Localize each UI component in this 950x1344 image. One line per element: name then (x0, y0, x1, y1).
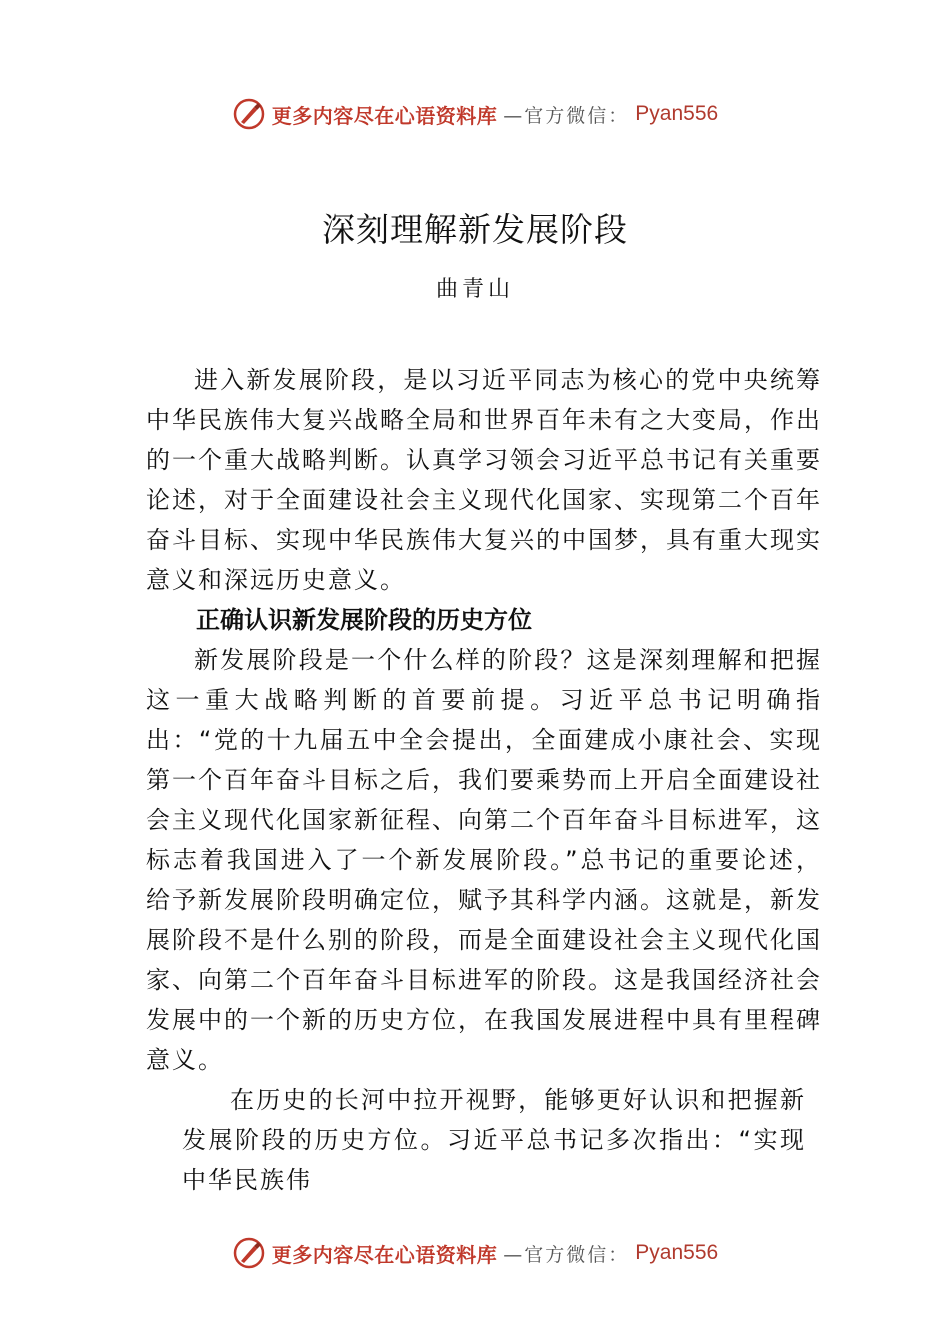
pen-circle-logo-icon (232, 1236, 266, 1270)
section-paragraph-1: 新发展阶段是一个什么样的阶段？这是深刻理解和把握这一重大战略判断的首要前提。习近平总书记明确指出：“党的十九届五中全会提出，全面建成小康社会、实现第一个百年奋斗目标之后，我们要乘势而上开启全面建设社会主义现代化国家新征程、向第二个百年奋斗目标进军，这标志着我国进入了一个新发展阶段。”总书记的重要论述，给予新发展阶段明确定位，赋予其科学内涵。这就是，新发展阶段不是什么别的阶段，而是全面建设社会主义现代化国家、向第二个百年奋斗目标进军的阶段。这是我国经济社会发展中的一个新的历史方位，在我国发展进程中具有里程碑意义。 (146, 646, 822, 1074)
footer-wechat-id: Pyan556 (635, 1241, 719, 1264)
article-author: 曲青山 (435, 277, 514, 302)
header-wechat-id: Pyan556 (635, 102, 719, 125)
header-brand-text: 更多内容尽在心语资料库 (271, 103, 498, 128)
intro-paragraph: 进入新发展阶段，是以习近平同志为核心的党中央统筹中华民族伟大复兴战略全局和世界百年未有之大变局，作出的一个重大战略判断。认真学习领会习近平总书记有关重要论述，对于全面建设社会主义现代化国家、实现第二个百年奋斗目标、实现中华民族伟大复兴的中国梦，具有重大现实意义和深远历史意义。 (146, 366, 822, 594)
section-paragraph-2: 在历史的长河中拉开视野，能够更好认识和把握新发展阶段的历史方位。习近平总书记多次指出：“实现中华民族伟 (182, 1086, 806, 1194)
header-banner (0, 94, 950, 134)
section-heading: 正确认识新发展阶段的历史方位 (196, 606, 532, 634)
pen-circle-logo-icon (232, 97, 266, 131)
footer-brand-text: 更多内容尽在心语资料库 (271, 1242, 498, 1267)
article-body (146, 360, 822, 1200)
footer-banner (0, 1233, 950, 1273)
article-title: 深刻理解新发展阶段 (322, 210, 628, 249)
header-separator-text: —官方微信： (503, 104, 630, 127)
footer-separator-text: —官方微信： (503, 1243, 630, 1266)
